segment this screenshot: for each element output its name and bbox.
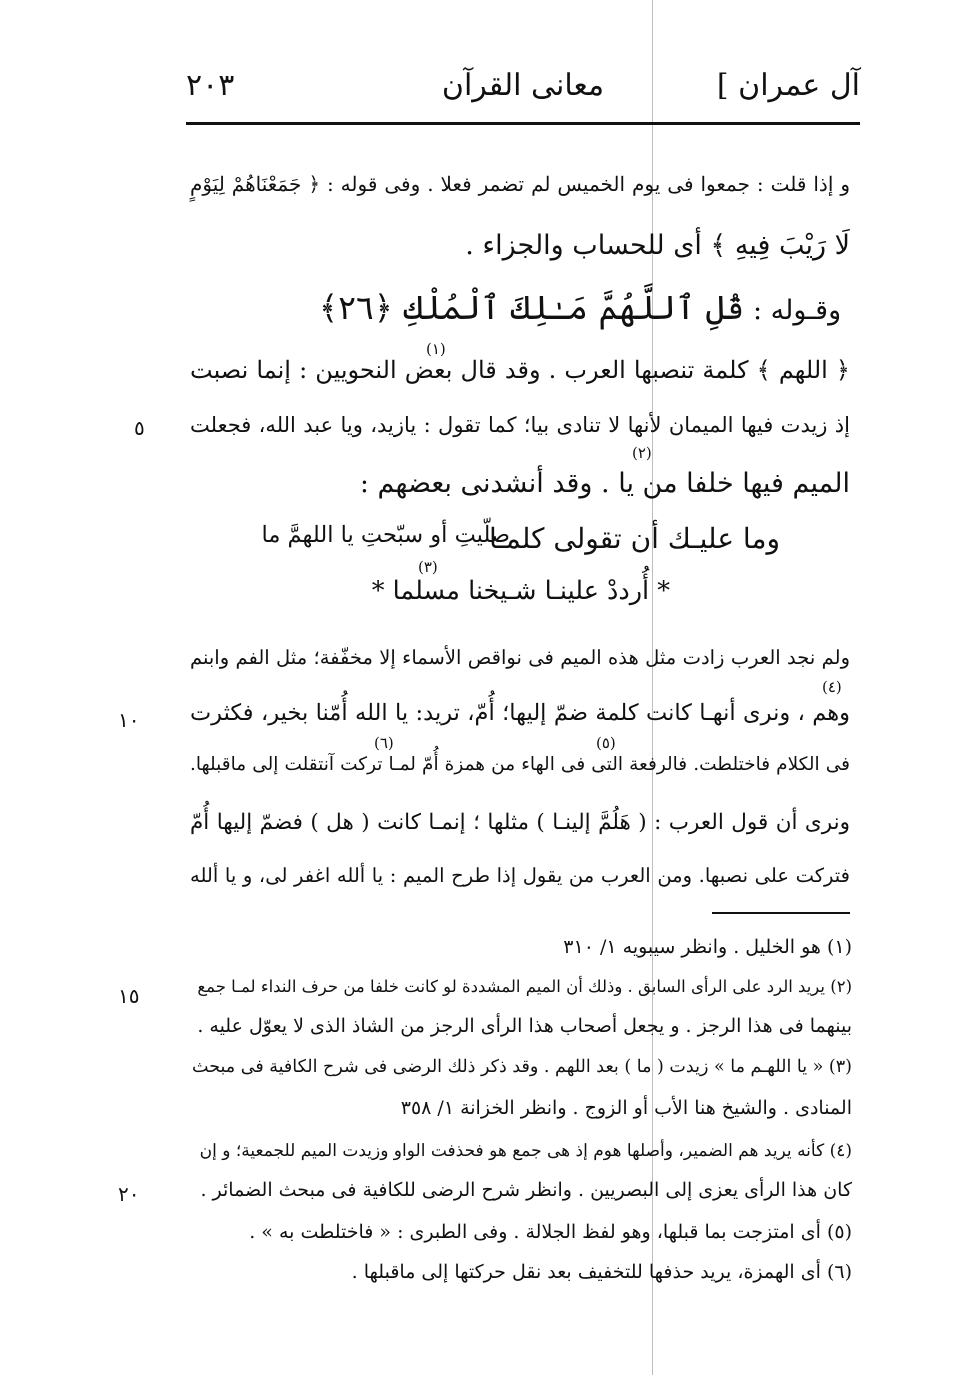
book-title: معانى القرآن	[441, 68, 605, 103]
page-number: ٢٠٣	[186, 68, 235, 103]
footnote-mark-2: (٢)	[632, 444, 652, 462]
footnote-separator	[712, 912, 850, 914]
body-line-1: و إذا قلت : جمعوا فى يوم الخميس لم تضمر فعلا . وفى قوله : ﴿ جَمَعْنَاهُمْ لِيَوْمٍ	[190, 172, 850, 196]
line-number-5: ٥	[134, 416, 145, 440]
verse-intro: وقـوله :	[752, 295, 842, 326]
surah-name: آل عمران ]	[716, 68, 860, 103]
body-line-13: فتركت على نصبها. ومن العرب من يقول إذا طرح الميم : يا ألله اغفر لى، و يا ألله	[190, 864, 850, 887]
line-number-20: ٢٠	[118, 1182, 140, 1206]
body-line-9: ولم نجد العرب زادت مثل هذه الميم فى نواقص الأسماء إلا مخفّفة؛ مثل الفم وابنم	[190, 646, 850, 669]
body-line-10: وهم ، ونرى أنهـا كانت كلمة ضمّ إليها؛ أُمّ، تريد: يا الله أُمّنا بخير، فكثرت	[190, 700, 850, 726]
poem-hemistich-2: صلّيتِ أو سبّحتِ يا اللهمَّ ما	[261, 522, 510, 548]
body-line-12: ونرى أن قول العرب : ( هَلُمَّ إلينـا ) مثلها ؛ إنمـا كانت ( هل ) فضمّ إليها أُمّ	[190, 810, 850, 835]
footnote-mark-5: (٥)	[596, 734, 616, 752]
verse-line	[310, 288, 850, 328]
body-line-2: لَا رَيْبَ فِيهِ ﴾ أى للحساب والجزاء .	[465, 230, 850, 261]
footnote-6: (٦) أى الهمزة، يريد حذفها للتخفيف بعد نقل حركتها إلى ماقبلها .	[351, 1261, 852, 1283]
body-line-6: الميم فيها خلفا من يا . وقد أنشدنى بعضهم :	[359, 468, 850, 499]
footnote-mark-1: (١)	[426, 340, 446, 358]
quran-verse: قُلِ ٱللَّهُمَّ مَـٰلِكَ ٱلْمُلْكِ ﴿٢٦﴾	[318, 288, 745, 327]
footnote-mark-3: (٣)	[418, 558, 438, 576]
body-line-5: إذ زيدت فيها الميمان لأنها لا تنادى بيا؛ كما تقول : يازيد، ويا عبد الله، فجعلت	[190, 413, 850, 437]
body-line-11: فى الكلام فاختلطت. فالرفعة التى فى الهاء من همزة أُمّ لمـا تركت آنتقلت إلى ماقبلها.	[190, 754, 850, 775]
footnote-mark-4: (٤)	[822, 678, 842, 696]
footnote-3-line-1: (٣) « يا اللهـم ما » زيدت ( ما ) بعد اللهم . وقد ذكر ذلك الرضى فى شرح الكافية فى مبحث	[192, 1057, 852, 1077]
footnote-4-line-1: (٤) كأنه يريد هم الضمير، وأصلها هوم إذ هى جمع هو فحذفت الواو وزيدت الميم للجمعية؛ و إن	[199, 1141, 852, 1161]
poem-hemistich-1: وما عليـك أن تقولى كلمـا	[488, 522, 780, 555]
footnote-3-line-2: المنادى . والشيخ هنا الأب أو الزوج . وانظر الخزانة ١/ ٣٥٨	[400, 1097, 852, 1119]
poem-hemistich-3: * أُرددْ علينـا شـيخنا مسلما *	[371, 576, 670, 606]
line-number-15: ١٥	[118, 984, 140, 1008]
page-fold-line	[652, 0, 653, 1375]
footnote-1: (١) هو الخليل . وانظر سيبويه ١/ ٣١٠	[563, 936, 852, 958]
footnote-4-line-2: كان هذا الرأى يعزى إلى البصريين . وانظر شرح الرضى للكافية فى مبحث الضمائر .	[200, 1179, 852, 1201]
footnote-2-line-2: بينهما فى هذا الرجز . و يجعل أصحاب هذا الرأى الرجز من الشاذ الذى لا يعوّل عليه .	[197, 1015, 852, 1037]
footnote-mark-6: (٦)	[374, 734, 394, 752]
line-number-10: ١٠	[118, 708, 140, 732]
footnote-5: (٥) أى امتزجت بما قبلها، وهو لفظ الجلالة . وفى الطبرى : « فاختلطت به » .	[249, 1221, 852, 1243]
running-header	[186, 60, 860, 125]
footnote-2-line-1: (٢) يريد الرد على الرأى السابق . وذلك أن الميم المشددة لو كانت خلفا من حرف النداء لمـا جمع	[197, 977, 852, 996]
body-line-4: ﴿ اللهم ﴾ كلمة تنصبها العرب . وقد قال بعض النحويين : إنما نصبت	[190, 356, 850, 384]
